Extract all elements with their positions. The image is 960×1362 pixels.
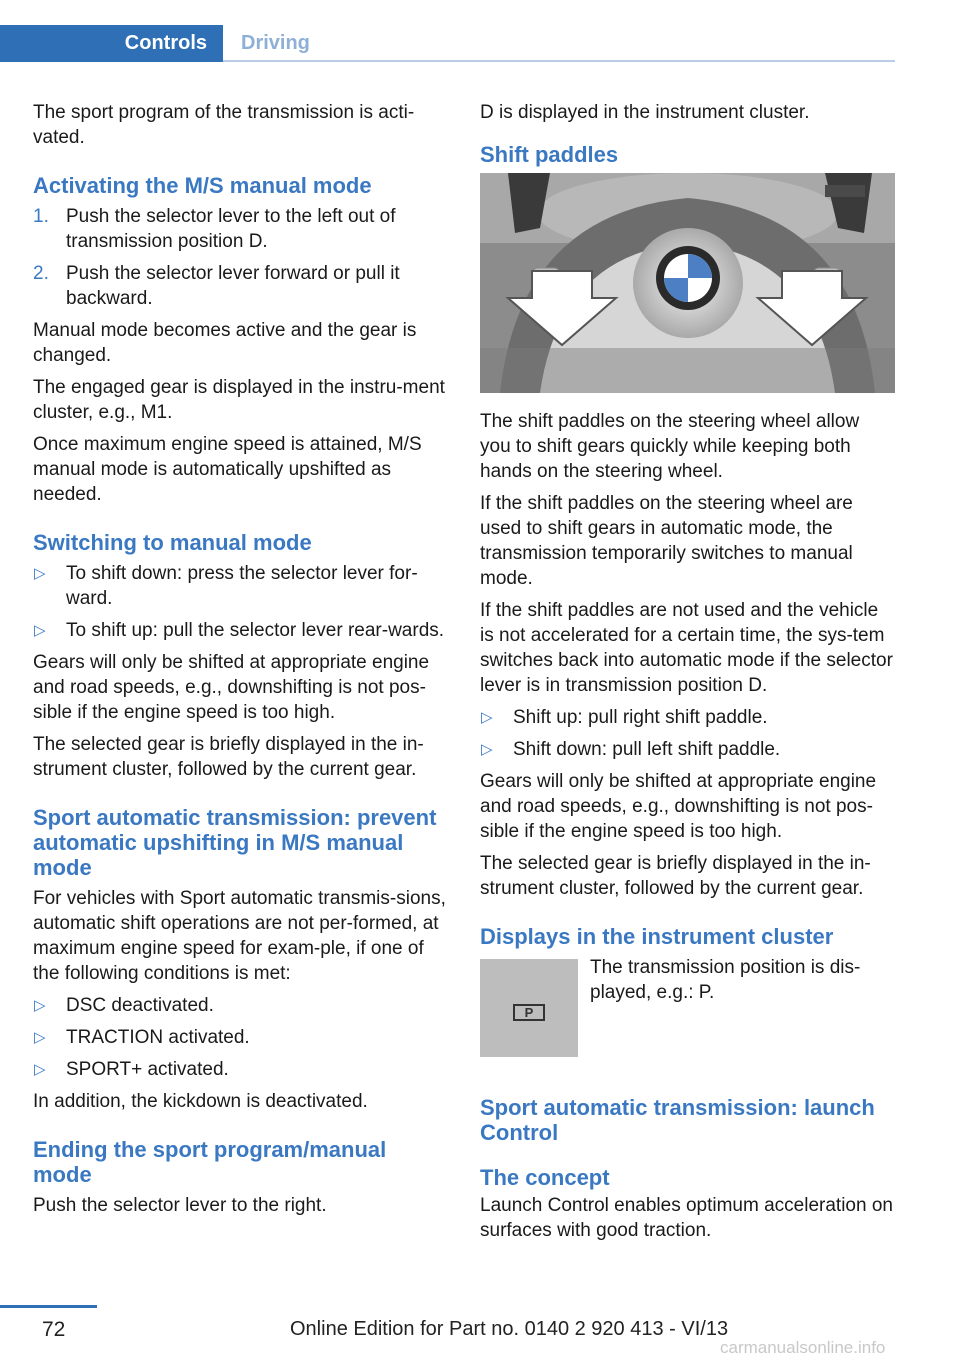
paragraph: Gears will only be shifted at appropriate engine and road speeds, e.g., downshifting is not pos‐sible if the engine speed is too high. <box>480 771 877 842</box>
tab-underline <box>223 60 895 62</box>
instrument-cluster-image <box>480 959 578 1057</box>
activate-steps <box>33 204 448 311</box>
triangle-bullet-icon: ▷ <box>34 622 46 639</box>
paragraph: The shift paddles on the steering wheel allow you to shift gears quickly while keeping both hands on the steering wheel. <box>480 411 860 482</box>
heading-shift-paddles: Shift paddles <box>480 142 619 167</box>
triangle-bullet-icon: ▷ <box>34 1061 46 1078</box>
footer-rule <box>0 1305 97 1308</box>
triangle-bullet-icon: ▷ <box>481 709 493 726</box>
heading-ending: Ending the sport program/manual mode <box>33 1137 387 1187</box>
paragraph: D is displayed in the instrument cluster. <box>480 102 810 123</box>
triangle-bullet-icon: ▷ <box>34 565 46 582</box>
list-item <box>33 204 448 254</box>
right-column <box>480 100 895 1250</box>
paragraph: Push the selector lever to the right. <box>33 1195 327 1216</box>
list-item <box>480 705 895 730</box>
section-tabs <box>0 0 895 62</box>
list-item <box>33 1057 448 1082</box>
list-item-text: DSC deactivated. <box>66 995 214 1016</box>
paragraph: The selected gear is briefly displayed in the in‐strument cluster, followed by the current gear. <box>33 734 424 780</box>
heading-displays: Displays in the instrument cluster <box>480 924 834 949</box>
step-text: Push the selector lever to the left out of transmission position D. <box>66 206 396 252</box>
paragraph: If the shift paddles are not used and the vehicle is not accelerated for a certain time, the sys‐tem switches back into automatic mode if the selector lever is in transmission position D. <box>480 600 893 696</box>
list-item <box>33 261 448 311</box>
paragraph: Once maximum engine speed is attained, M/S manual mode is automatically upshifted as needed. <box>33 434 422 505</box>
cluster-display-row <box>480 955 895 1057</box>
list-item-text: Shift down: pull left shift paddle. <box>513 739 781 760</box>
paragraph: Gears will only be shifted at appropriate engine and road speeds, e.g., downshifting is not pos‐sible if the engine speed is too high. <box>33 652 430 723</box>
step-number: 1. <box>33 206 49 227</box>
heading-activate-manual: Activating the M/S manual mode <box>33 173 372 198</box>
tab-controls[interactable] <box>0 25 223 62</box>
tab-controls-label: Controls <box>124 32 207 54</box>
switch-list <box>33 561 448 643</box>
list-item <box>480 737 895 762</box>
list-item-text: To shift down: press the selector lever for‐ward. <box>66 563 418 609</box>
step-number: 2. <box>33 263 49 284</box>
paragraph: In addition, the kickdown is deactivated. <box>33 1091 368 1112</box>
paragraph: Manual mode becomes active and the gear is changed. <box>33 320 417 366</box>
paragraph: If the shift paddles on the steering wheel are used to shift gears in automatic mode, the transmission temporarily switches to manual mode. <box>480 493 853 589</box>
list-item <box>33 618 448 643</box>
list-item-text: SPORT+ activated. <box>66 1059 229 1080</box>
list-item <box>33 993 448 1018</box>
steering-wheel-photo <box>480 173 895 393</box>
triangle-bullet-icon: ▷ <box>481 741 493 758</box>
list-item-text: To shift up: pull the selector lever rear‐wards. <box>66 620 445 641</box>
gear-position-indicator: P <box>513 1004 545 1021</box>
tab-driving[interactable] <box>223 25 361 62</box>
intro-text: The sport program of the transmission is acti‐vated. <box>33 102 415 148</box>
list-item <box>33 561 448 611</box>
list-item-text: TRACTION activated. <box>66 1027 250 1048</box>
tab-driving-label: Driving <box>241 32 310 54</box>
heading-concept: The concept <box>480 1165 610 1190</box>
triangle-bullet-icon: ▷ <box>34 997 46 1014</box>
heading-switching: Switching to manual mode <box>33 530 312 555</box>
heading-sport-prevent: Sport automatic transmission: prevent automatic upshifting in M/S manual mode <box>33 805 437 880</box>
page-number: 72 <box>42 1318 66 1341</box>
paragraph: For vehicles with Sport automatic transmis‐sions, automatic shift operations are not per‐formed, at maximum engine speed for exam‐ple, if one of the following conditions is met: <box>33 888 446 984</box>
paddle-list <box>480 705 895 762</box>
paragraph: The engaged gear is displayed in the instru‐ment cluster, e.g., M1. <box>33 377 445 423</box>
list-item-text: Shift up: pull right shift paddle. <box>513 707 768 728</box>
heading-launch-control: Sport automatic transmission: launch Control <box>480 1095 875 1145</box>
paragraph: The transmission position is dis‐played, e.g.: P. <box>590 957 861 1003</box>
left-column <box>33 100 448 1225</box>
triangle-bullet-icon: ▷ <box>34 1029 46 1046</box>
watermark: carmanualsonline.info <box>720 1338 886 1357</box>
edition-note: Online Edition for Part no. 0140 2 920 413 - VI/13 <box>290 1318 729 1340</box>
paragraph: The selected gear is briefly displayed in the in‐strument cluster, followed by the current gear. <box>480 853 871 899</box>
paragraph: Launch Control enables optimum acceleration on surfaces with good traction. <box>480 1195 893 1241</box>
step-text: Push the selector lever forward or pull it backward. <box>66 263 400 309</box>
list-item <box>33 1025 448 1050</box>
conditions-list <box>33 993 448 1082</box>
